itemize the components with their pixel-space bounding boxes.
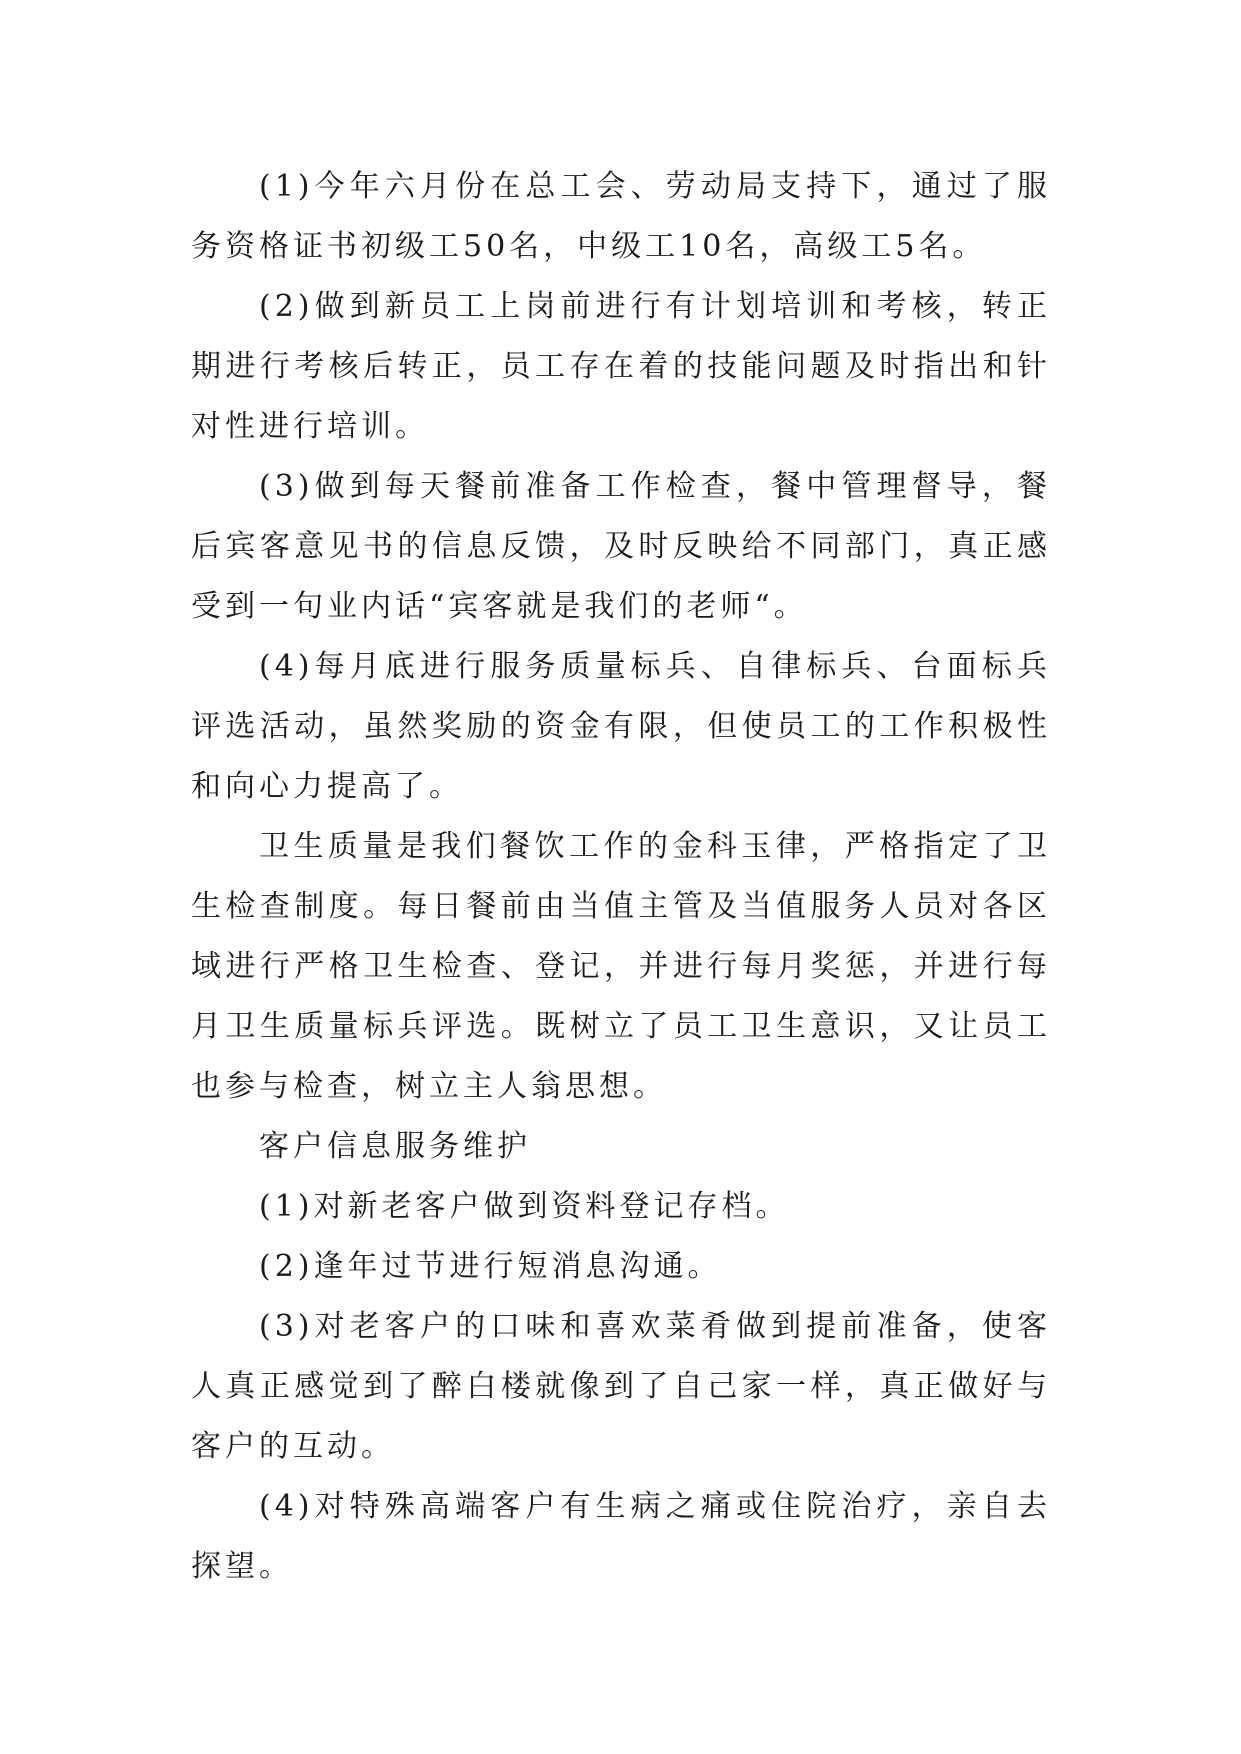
paragraph-item-7: (3)对老客户的口味和喜欢菜肴做到提前准备，使客人真正感觉到了醉白楼就像到了自己家一样，真正做好与客户的互动。: [191, 1309, 1051, 1464]
paragraph-item-3: (3)做到每天餐前准备工作检查，餐中管理督导，餐后宾客意见书的信息反馈，及时反映给不同部门，真正感受到一句业内话“宾客就是我们的老师“。: [191, 469, 1051, 624]
paragraph-item-6: (2)逢年过节进行短消息沟通。: [259, 1249, 722, 1284]
document-body: [191, 157, 1051, 1597]
paragraph-item-2: (2)做到新员工上岗前进行有计划培训和考核，转正期进行考核后转正，员工存在着的技能问题及时指出和针对性进行培训。: [191, 289, 1051, 444]
paragraph-item-4: (4)每月底进行服务质量标兵、自律标兵、台面标兵评选活动，虽然奖励的资金有限，但使员工的工作积极性和向心力提高了。: [191, 649, 1051, 804]
paragraph-hygiene: 卫生质量是我们餐饮工作的金科玉律，严格指定了卫生检查制度。每日餐前由当值主管及当值服务人员对各区域进行严格卫生检查、登记，并进行每月奖惩，并进行每月卫生质量标兵评选。既树立了员工卫生意识，又让员工也参与检查，树立主人翁思想。: [191, 829, 1051, 1104]
section-heading-customer-service: 客户信息服务维护: [259, 1129, 531, 1164]
paragraph-item-1: (1)今年六月份在总工会、劳动局支持下，通过了服务资格证书初级工50名，中级工10名，高级工5名。: [191, 169, 1051, 264]
paragraph-item-8: (4)对特殊高端客户有生病之痛或住院治疗，亲自去探望。: [191, 1489, 1051, 1584]
paragraph-item-5: (1)对新老客户做到资料登记存档。: [259, 1189, 790, 1224]
